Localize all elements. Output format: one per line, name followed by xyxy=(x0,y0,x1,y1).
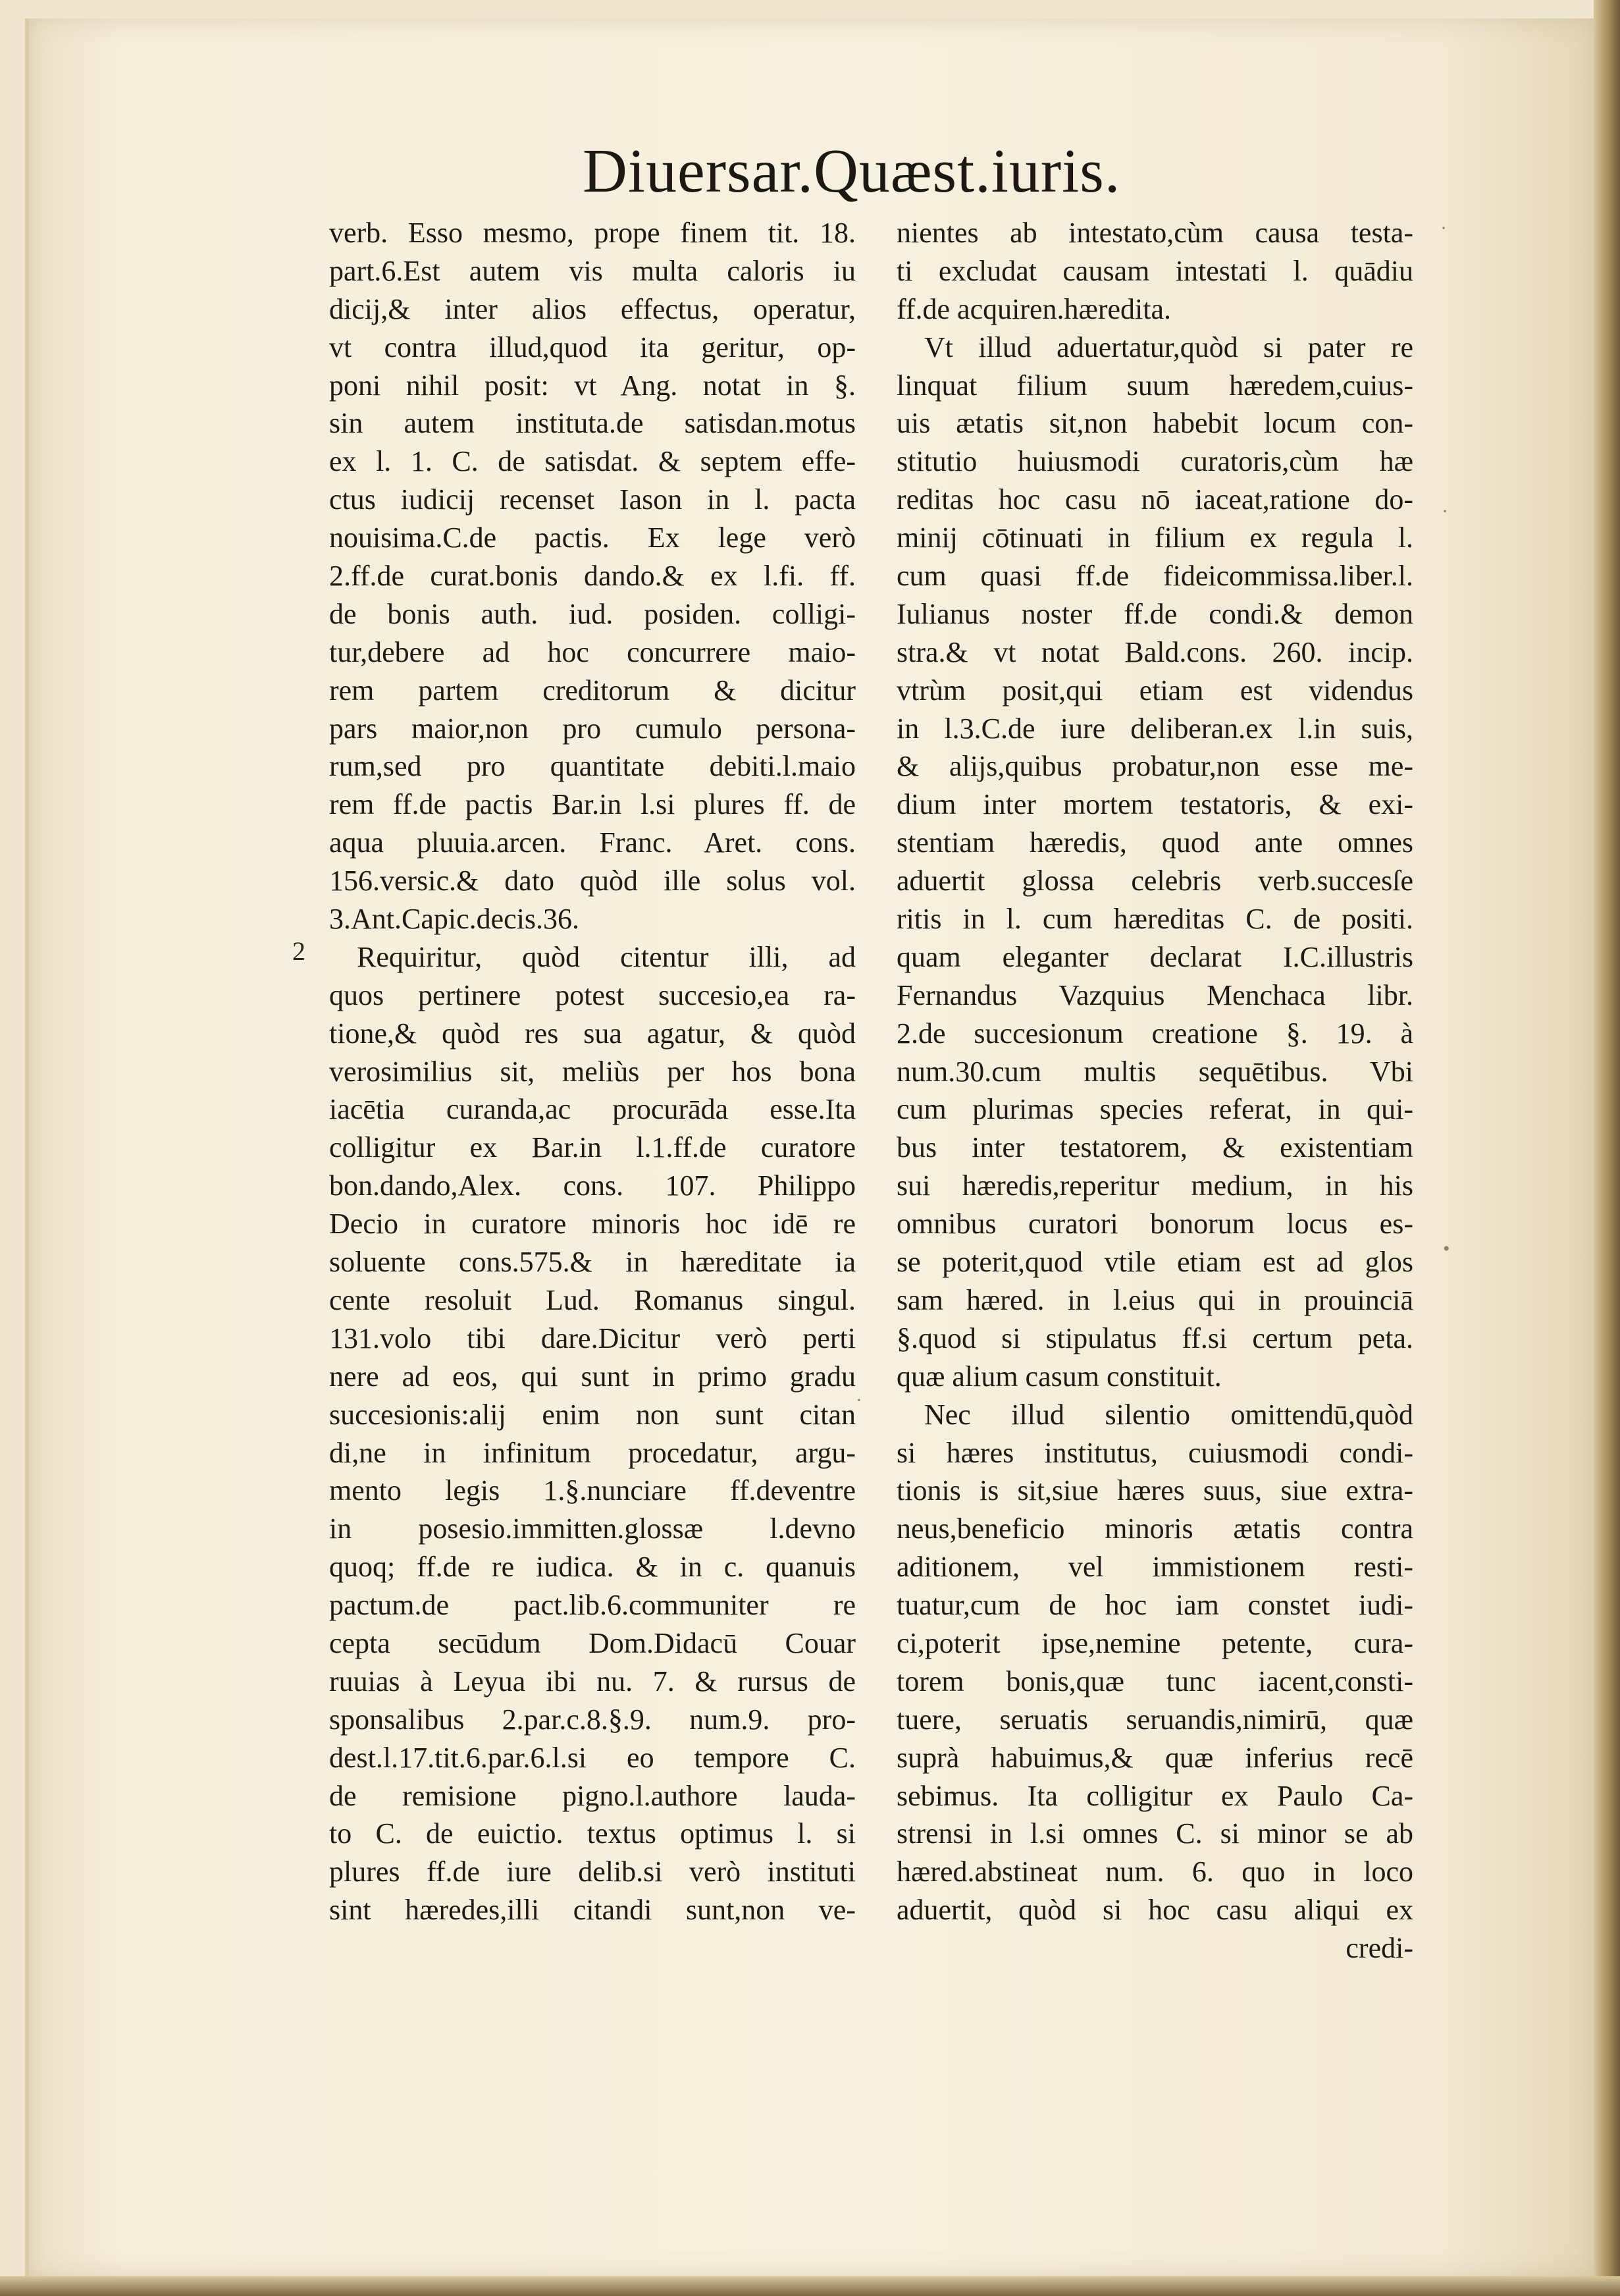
text-line: sam hæred. in l.eius qui in prouinciā xyxy=(897,1283,1413,1316)
text-line: colligitur ex Bar.in l.1.ff.de curatore xyxy=(329,1131,856,1164)
text-line: reditas hoc casu nō iaceat,ratione do- xyxy=(897,483,1413,516)
text-line: num.30.cum multis sequētibus. Vbi xyxy=(897,1055,1413,1088)
text-line: minij cōtinuati in filium ex regula l. xyxy=(897,521,1413,554)
text-line: Nec illud silentio omittendū,quòd xyxy=(924,1398,1413,1431)
text-line: dium inter mortem testatoris, & exi- xyxy=(897,788,1413,821)
margin-speck: · xyxy=(1440,217,1447,239)
text-line: aditionem, vel immistionem resti- xyxy=(897,1551,1413,1584)
text-line: cepta secūdum Dom.Didacū Couar xyxy=(329,1626,856,1659)
text-line: verosimilius sit, meliùs per hos bona xyxy=(329,1055,856,1088)
text-line: uis ætatis sit,non habebit locum con- xyxy=(897,407,1413,440)
text-line: ex l. 1. C. de satisdat. & septem effe- xyxy=(329,445,856,478)
text-line: Decio in curatore minoris hoc idē re xyxy=(329,1208,856,1241)
text-line: plures ff.de iure delib.si verò instituti xyxy=(329,1855,856,1888)
text-line: tuatur,cum de hoc iam constet iudi- xyxy=(897,1589,1413,1622)
text-line: bon.dando,Alex. cons. 107. Philippo xyxy=(329,1169,856,1202)
text-line: soluente cons.575.& in hæreditate ia xyxy=(329,1246,856,1279)
text-line: ff.de acquiren.hæredita. xyxy=(897,292,1172,325)
page-edge-bottom xyxy=(0,2276,1620,2296)
text-line: aqua pluuia.arcen. Franc. Aret. cons. xyxy=(329,826,856,859)
text-line: quos pertinere potest succesio,ea ra- xyxy=(329,978,856,1011)
text-line: tur,debere ad hoc concurrere maio- xyxy=(329,635,856,668)
text-line: nouisima.C.de pactis. Ex lege verò xyxy=(329,521,856,554)
text-line: poni nihil posit: vt Ang. notat in §. xyxy=(329,369,856,402)
text-line: part.6.Est autem vis multa caloris iu xyxy=(329,254,856,287)
text-line: si hæres institutus, cuiusmodi condi- xyxy=(897,1436,1413,1469)
text-line: ritis in l. cum hæreditas C. de positi. xyxy=(897,903,1413,936)
text-line: iacētia curanda,ac procurāda esse.Ita xyxy=(329,1093,856,1126)
text-line: quam eleganter declarat I.C.illustris xyxy=(897,940,1413,973)
text-line: 3.Ant.Capic.decis.36. xyxy=(329,903,580,936)
text-line: dicij,& inter alios effectus, operatur, xyxy=(329,292,856,325)
text-line: mento legis 1.§.nunciare ff.deventre xyxy=(329,1474,856,1507)
text-line: ci,poterit ipse,nemine petente, cura- xyxy=(897,1626,1413,1659)
text-line: sponsalibus 2.par.c.8.§.9. num.9. pro- xyxy=(329,1703,856,1736)
text-line: sin autem instituta.de satisdan.motus xyxy=(329,407,856,440)
text-line: tionis is sit,siue hæres suus, siue extra- xyxy=(897,1474,1413,1507)
text-line: sebimus. Ita colligitur ex Paulo Ca- xyxy=(897,1779,1413,1812)
text-line: ctus iudicij recenset Iason in l. pacta xyxy=(329,483,856,516)
text-line: strensi in l.si omnes C. si minor se ab xyxy=(897,1817,1413,1850)
text-line: rum,sed pro quantitate debiti.l.maio xyxy=(329,750,856,783)
text-line: 156.versic.& dato quòd ille solus vol. xyxy=(329,865,856,897)
text-line: credi- xyxy=(1346,1932,1413,1965)
text-line: stitutio huiusmodi curatoris,cùm hæ xyxy=(897,445,1413,478)
text-line: §.quod si stipulatus ff.si certum peta. xyxy=(897,1322,1413,1354)
text-line: cente resoluit Lud. Romanus singul. xyxy=(329,1283,856,1316)
text-line: stentiam hæredis, quod ante omnes xyxy=(897,826,1413,859)
text-line: Vt illud aduertatur,quòd si pater re xyxy=(924,331,1413,363)
text-line: pars maior,non pro cumulo persona- xyxy=(329,712,856,745)
text-line: 2.ff.de curat.bonis dando.& ex l.fi. ff. xyxy=(329,560,856,593)
text-line: aduertit glossa celebris verb.succesſe xyxy=(897,865,1413,897)
text-line: 131.volo tibi dare.Dicitur verò perti xyxy=(329,1322,856,1354)
text-line: di,ne in infinitum procedatur, argu- xyxy=(329,1436,856,1469)
page-edge-right xyxy=(1594,0,1620,2296)
text-line: hæred.abstineat num. 6. quo in loco xyxy=(897,1855,1413,1888)
text-line: Iulianus noster ff.de condi.& demon xyxy=(897,597,1413,630)
text-line: & alijs,quibus probatur,non esse me- xyxy=(897,750,1413,783)
text-line: de bonis auth. iud. posiden. colligi- xyxy=(329,597,856,630)
right-column xyxy=(897,214,1413,1967)
text-line: in posesio.immitten.glossæ l.devno xyxy=(329,1512,856,1545)
text-line: rem ff.de pactis Bar.in l.si plures ff. de xyxy=(329,788,856,821)
left-column xyxy=(329,214,856,1929)
text-line: de remisione pigno.l.authore lauda- xyxy=(329,1779,856,1812)
text-line: aduertit, quòd si hoc casu aliqui ex xyxy=(897,1894,1413,1927)
text-line: verb. Esso mesmo, prope finem tit. 18. xyxy=(329,217,856,249)
text-line: succesionis:alij enim non sunt citan xyxy=(329,1398,856,1431)
text-line: 2.de succesionum creatione §. 19. à xyxy=(897,1017,1413,1050)
text-line: nere ad eos, qui sunt in primo gradu xyxy=(329,1360,856,1393)
text-line: sint hæredes,illi citandi sunt,non ve- xyxy=(329,1894,856,1927)
margin-speck: • xyxy=(1443,1238,1450,1260)
running-head: Diuersar.Quæst.iuris. xyxy=(583,137,1121,205)
text-line: sui hæredis,reperitur medium, in his xyxy=(897,1169,1413,1202)
text-line: Requiritur, quòd citentur illi, ad xyxy=(357,940,856,973)
text-line: dest.l.17.tit.6.par.6.l.si eo tempore C. xyxy=(329,1741,856,1774)
text-line: stra.& vt notat Bald.cons. 260. incip. xyxy=(897,635,1413,668)
text-line: ruuias à Leyua ibi nu. 7. & rursus de xyxy=(329,1665,856,1697)
text-line: Fernandus Vazquius Menchaca libr. xyxy=(897,978,1413,1011)
text-line: ti excludat causam intestati l. quādiu xyxy=(897,254,1413,287)
text-line: cum quasi ff.de fideicommissa.liber.l. xyxy=(897,560,1413,593)
text-line: quæ alium casum constituit. xyxy=(897,1360,1222,1393)
margin-speck: · xyxy=(856,1389,862,1411)
text-line: neus,beneficio minoris ætatis contra xyxy=(897,1512,1413,1545)
text-line: suprà habuimus,& quæ inferius recē xyxy=(897,1741,1413,1774)
text-line: quoq; ff.de re iudica. & in c. quanuis xyxy=(329,1551,856,1584)
text-line: torem bonis,quæ tunc iacent,consti- xyxy=(897,1665,1413,1697)
text-line: to C. de euictio. textus optimus l. si xyxy=(329,1817,856,1850)
text-line: se poterit,quod vtile etiam est ad glos xyxy=(897,1246,1413,1279)
text-line: vt contra illud,quod ita geritur, op- xyxy=(329,331,856,363)
text-line: rem partem creditorum & dicitur xyxy=(329,674,856,707)
margin-note: 2 xyxy=(292,936,305,966)
text-line: cum plurimas species referat, in qui- xyxy=(897,1093,1413,1126)
text-line: nientes ab intestato,cùm causa testa- xyxy=(897,217,1413,249)
text-line: pactum.de pact.lib.6.communiter re xyxy=(329,1589,856,1622)
text-line: linquat filium suum hæredem,cuius- xyxy=(897,369,1413,402)
margin-speck: · xyxy=(1442,500,1448,522)
text-line: tione,& quòd res sua agatur, & quòd xyxy=(329,1017,856,1050)
text-line: tuere, seruatis seruandis,nimirū, quæ xyxy=(897,1703,1413,1736)
text-line: bus inter testatorem, & existentiam xyxy=(897,1131,1413,1164)
text-line: vtrùm posit,qui etiam est videndus xyxy=(897,674,1413,707)
text-line: in l.3.C.de iure deliberan.ex l.in suis, xyxy=(897,712,1413,745)
text-line: omnibus curatori bonorum locus es- xyxy=(897,1208,1413,1241)
